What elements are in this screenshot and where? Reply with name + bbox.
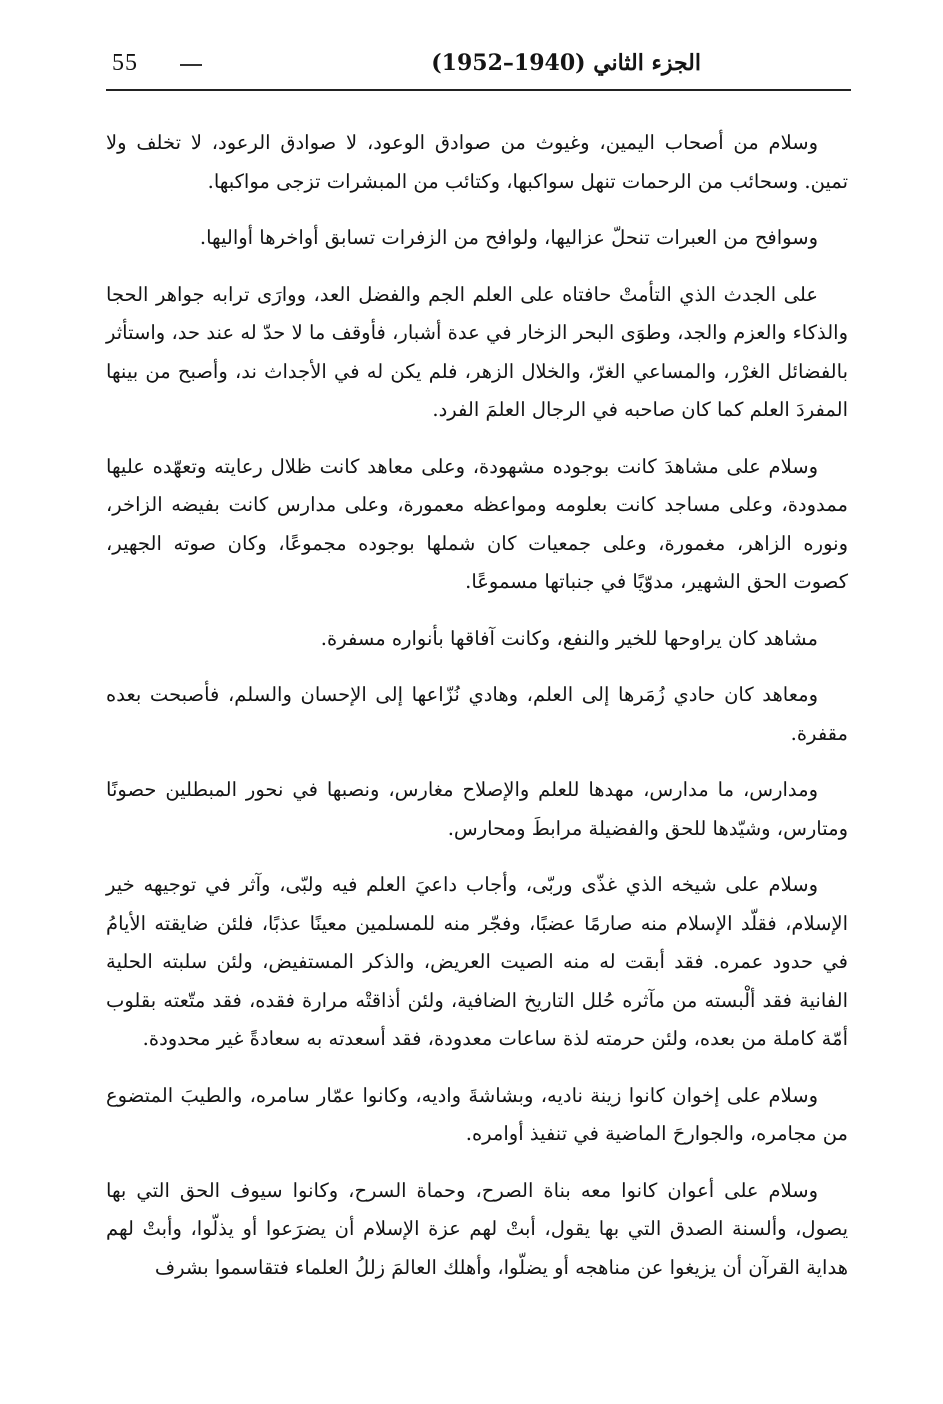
paragraph: ومدارس، ما مدارس، مهدها للعلم والإصلاح مغارس، ونصبها في نحور المبطلين حصونًا ومتارس، وشيّدها للحق والفضيلة مرابطَ ومحارس. [106, 778, 848, 840]
paragraph: مشاهد كان يراوحها للخير والنفع، وكانت آفاقها بأنواره مسفرة. [320, 626, 818, 650]
page-number: 55 [112, 50, 138, 76]
paragraph: ومعاهد كان حادي زُمَرها إلى العلم، وهادي نُزّاعها إلى الإحسان والسلم، فأصبحت بعده مقفرة. [106, 683, 848, 745]
paragraph: وسلام من أصحاب اليمين، وغيوث من صوادق الوعود، لا صوادق الرعود، لا تخلف ولا تمين. وسحائب من الرحمات تنهل سواكبها، وكتائب من المبشرات تزجى مواكبها. [106, 131, 848, 193]
paragraph: وسلام على شيخه الذي غذّى وربّى، وأجاب داعيَ العلم فيه ولبّى، وآثر في توجيهه خير الإسلام، فقلّد الإسلام منه صارمًا عضبًا، وفجّر منه للمسلمين معينًا عذبًا، فلئن ضايقته الأيامُ في حدود عمره. فقد أبقت له منه الصيت العريض، والذكر المستفيض، ولئن سلبته الحلية الفانية فقد ألْبسته من مآثره حُلل التاريخ الضافية، ولئن أذاقتْه مرارة فقده، فقد متّعته بقلوب أمّة كاملة من بعده، ولئن حرمته لذة ساعات معدودة، فقد أسعدته به سعادةً غير محدودة. [106, 873, 848, 1050]
paragraph: وسوافح من العبرات تنحلّ عزاليها، ولوافح من الزفرات تسابق أواخرها أواليها. [199, 226, 818, 249]
paragraph: على الجدث الذي التأمتْ حافتاه على العلم الجم والفضل العد، ووارَى ترابه جواهر الحجا والذكاء والعزم والجد، وطوَى البحر الزخار في عدة أشبار، فأوقف ما لا حدّ له عند حد، واستأثر بالفضائل الغرْر، والمساعي الغرّ، والخلال الزهر، فلم يكن له في الأجداث ند، وأصبح من بينها المفردَ العلم كما كان صاحبه في الرجال العلمَ الفرد. [106, 282, 848, 421]
body-text [106, 124, 848, 1305]
paragraph: وسلام على إخوان كانوا زينة ناديه، وبشاشةَ واديه، وكانوا عمّار سامره، والطيبَ المتضوع من مجامره، والجوارحَ الماضية في تنفيذ أوامره. [106, 1083, 848, 1145]
paragraph: وسلام على مشاهدَ كانت بوجوده مشهودة، وعلى معاهد كانت ظلال رعايته وتعهّده عليها ممدودة، وعلى مساجد كانت بعلومه ومواعظه معمورة، وعلى مدارس كانت بفيضه الزاخر، ونوره الزاهر، مغمورة، وعلى جمعيات كان شملها بوجوده مجموعًا، وكان صوته الجهير، كصوت الحق الشهير، مدوّيًا في جنباتها مسموعًا. [106, 454, 848, 593]
paragraph: وسلام على أعوان كانوا معه بناة الصرح، وحماة السرح، وكانوا سيوف الحق التي بها يصول، وألسنة الصدق التي بها يقول، أبتْ لهم عزة الإسلام أن يضرَعوا أو يذلّوا، وأبتْ لهم هداية القرآن أن يزيغوا عن مناهجه أو يضلّوا، وأهلك العالمَ زللُ العلماء فتقاسموا بشرف [106, 1178, 848, 1279]
header-dash [180, 64, 202, 66]
page-header [106, 44, 851, 92]
header-rule [106, 89, 851, 91]
running-title: الجزء الثاني (1940–1952) [431, 50, 701, 76]
